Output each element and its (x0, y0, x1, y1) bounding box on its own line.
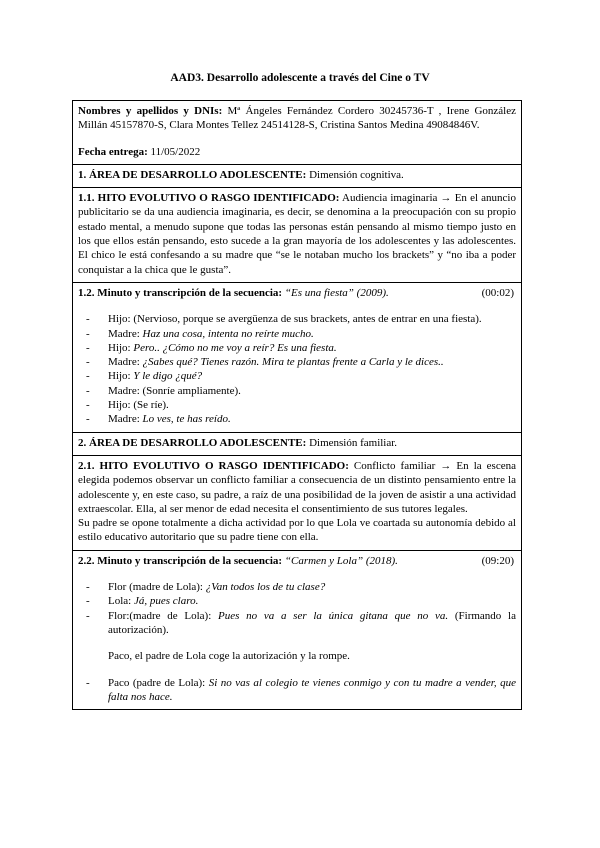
minuto2-label: 2.2. Minuto y transcripción de la secuencia: (78, 554, 283, 567)
list-item: - Madre: (Sonríe ampliamente). (108, 384, 516, 398)
names-value: Mª Ángeles Fernández Cordero 30245736-T , Irene González Millán 45157870-S, Clara Montes Tellez 24514128-S, Cristina Santos Medina 49084846V. (78, 105, 516, 132)
names-label: Nombres y apellidos y DNIs: (78, 105, 223, 117)
area2-value: Dimensión familiar. (306, 436, 398, 449)
minuto2-heading (78, 554, 516, 568)
list-item: - Lola: Já, pues claro. (108, 594, 516, 608)
document-title: AAD3. Desarrollo adolescente a través del Cine o TV (170, 72, 430, 84)
transcript2-list-last (78, 676, 516, 705)
transcript2-list (78, 580, 516, 637)
hito2-value: Conflicto familiar → En la escena elegida podemos observar un conflicto familiar a consecuencia de un distinto pensamiento entre la adolescente y, en este caso, su padre, a raíz de una posibilidad de la joven de asistir a una actividad extraescolar. Ella, al ser menor de edad necesita el consentimiento de sus tutores legales. (78, 459, 516, 515)
minuto2-title: “Carmen y Lola” (2018). (282, 554, 398, 567)
report-table (72, 100, 522, 710)
list-item: - Madre: Haz una cosa, intenta no reírte mucho. (108, 327, 516, 341)
minuto1-title: “Es una fiesta” (2009). (282, 286, 389, 299)
minuto1-heading (78, 286, 516, 300)
hito1-label: 1.1. HITO EVOLUTIVO O RASGO IDENTIFICADO: (78, 192, 340, 205)
list-item: - Hijo: (Se ríe). (108, 398, 516, 412)
list-item: - Flor (madre de Lola): ¿Van todos los de tu clase? (108, 580, 516, 594)
hito2-label: 2.1. HITO EVOLUTIVO O RASGO IDENTIFICADO: (78, 459, 349, 472)
area1-value: Dimensión cognitiva. (306, 168, 404, 181)
date-paragraph (78, 145, 516, 159)
list-item: - Hijo: (Nervioso, porque se avergüenza de sus brackets, antes de entrar en una fiesta). (108, 312, 516, 326)
date-value: 11/05/2022 (147, 145, 201, 158)
list-item: - Hijo: Pero.. ¿Cómo no me voy a reír? Es una fiesta. (108, 341, 516, 355)
list-item: - Madre: ¿Sabes qué? Tienes razón. Mira te plantas frente a Carla y le dices.. (108, 355, 516, 369)
list-item: - Paco (padre de Lola): Si no vas al colegio te vienes conmigo y con tu madre a vender, que falta nos hace. (108, 676, 516, 705)
header-cell (72, 100, 522, 165)
minuto2-cell (72, 551, 522, 710)
area1-cell (72, 165, 522, 188)
list-item: - Madre: Lo ves, te has reído. (108, 412, 516, 426)
list-item: - Hijo: Y le digo ¿qué? (108, 369, 516, 383)
minuto2-time: (09:20) (481, 554, 514, 567)
minuto1-label: 1.2. Minuto y transcripción de la secuencia: (78, 286, 283, 299)
hito2-value2: Su padre se opone totalmente a dicha actividad por lo que Lola ve coartada su autonomía debido al estilo educativo autoritario que su padre tiene con ella. (78, 517, 516, 544)
area1-label: 1. ÁREA DE DESARROLLO ADOLESCENTE: (78, 168, 307, 181)
transcript1-list (78, 312, 516, 426)
minuto1-time: (00:02) (481, 286, 514, 299)
narration: Paco, el padre de Lola coge la autorización y la rompe. (108, 650, 350, 663)
area2-label: 2. ÁREA DE DESARROLLO ADOLESCENTE: (78, 436, 307, 449)
date-label: Fecha entrega: (78, 145, 148, 158)
names-paragraph (78, 104, 516, 133)
hito1-value: Audiencia imaginaria → En el anuncio publicitario se da una audiencia imaginaria, es decir, se denomina a la preocupación con su propio estado mental, a menudo supone que todas las personas están pensando al mismo tiempo justo en los que ellos están pensando, esto sucede a la gran mayoría de los adolescentes y las adolescentes. El chico le está confesando a su madre que “se le notaban mucho los brackets” y “no iba a poder conquistar a la chica que le gusta”. (78, 192, 516, 276)
area2-cell (72, 433, 522, 456)
list-item: - Flor:(madre de Lola): Pues no va a ser la única gitana que no va. (Firmando la autorización). (108, 609, 516, 638)
hito2-cell (72, 456, 522, 551)
minuto1-cell (72, 283, 522, 433)
hito1-cell (72, 188, 522, 283)
